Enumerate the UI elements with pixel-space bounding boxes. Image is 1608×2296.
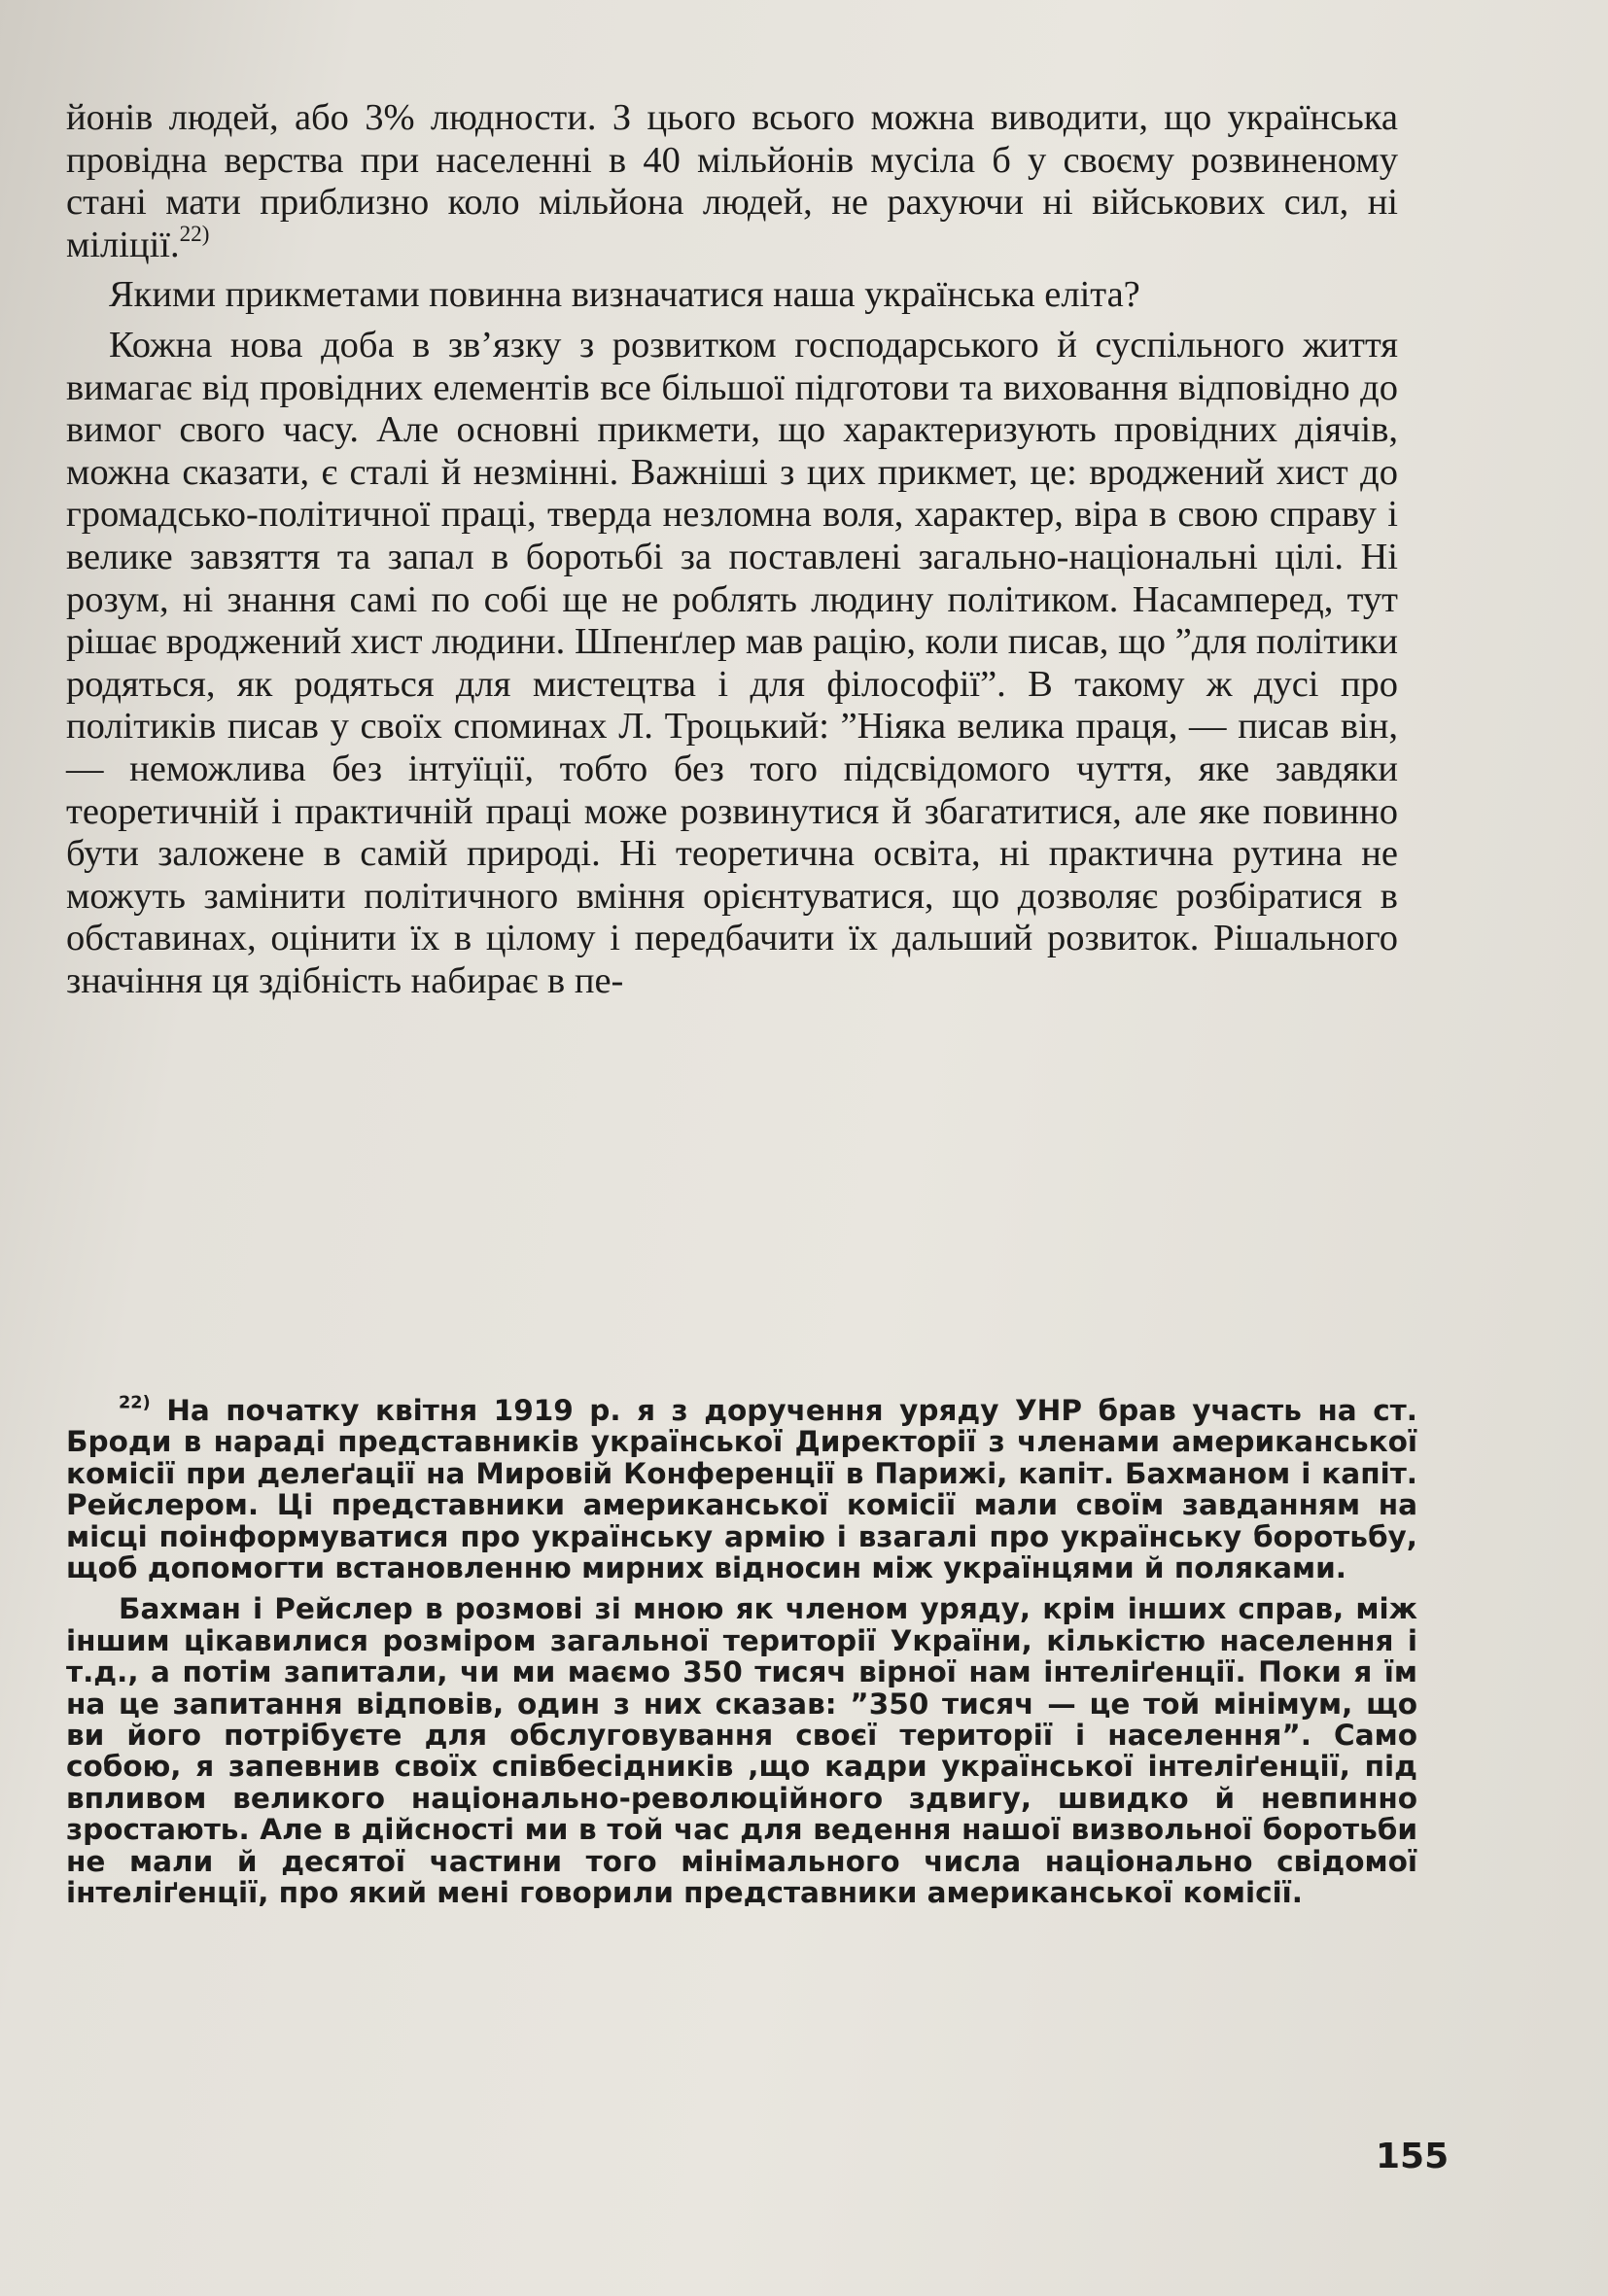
footnotes — [66, 1395, 1417, 1919]
paragraph-2: Якими прикметами повинна визначатися наша українська еліта? — [109, 274, 1140, 316]
footnote-1 — [66, 1395, 1417, 1583]
paragraph-1-text: йонів людей, або 3% людности. З цього всього можна виводити, що українська провідна верства при населенні в 40 мільйонів мусіла б у своєму розвиненому стані мати приблизно коло мільйона людей, не рахуючи ні військових сил, ні міліції. — [66, 97, 1398, 265]
footnote-1-marker: 22) — [119, 1393, 151, 1413]
footnote-1-text: На початку квітня 1919 р. я з доручення уряду УНР брав участь на ст. Броди в нараді представників української Директорії з членами американської комісії при делеґації на Мировій Конференції в Парижі, капіт. Бахманом і капіт. Рейслером. Ці представники американської комісії мали своїм завданням на місці поінформуватися про українську армію і взагалі про українську боротьбу, щоб допомогти встановленню мирних відносин між українцями й поляками. — [66, 1394, 1417, 1585]
main-text — [66, 97, 1398, 1010]
paragraph-1 — [66, 97, 1398, 266]
paragraph-3: Кожна нова доба в зв’язку з розвитком господарського й суспільного життя вимагає від провідних елементів все більшої підготови та виховання відповідно до вимог свого часу. Але основні прикмети, що характеризують провідних діячів, можна сказати, є сталі й незмінні. Важніші з цих прикмет, це: вроджений хист до громадсько-політичної праці, тверда незломна воля, характер, віра в свою справу і велике завзяття та запал в боротьбі за поставлені загально-національні цілі. Ні розум, ні знання самі по собі ще не роблять людину політиком. Насамперед, тут рішає вроджений хист людини. Шпенґлер мав рацію, коли писав, що ”для політики родяться, як родяться для мистецтва і для філософії”. В такому ж дусі про політиків писав у своїх споминах Л. Троцький: ”Ніяка велика праця, — писав він, — неможлива без інтуїції, тобто без того підсвідомого чуття, яке завдяки теоретичній і практичній праці може розвинутися й збагатитися, але яке повинно бути заложене в самій природі. Ні теоретична освіта, ні практична рутина не можуть замінити політичного вміння орієнтуватися, що дозволяє розбіратися в обставинах, оцінити їх в цілому і передбачити їх дальший розвиток. Рішального значіння ця здібність набирає в пе- — [66, 324, 1398, 1001]
page-number: 155 — [1376, 2137, 1450, 2176]
footnote-reference: 22) — [179, 220, 210, 246]
footnote-2: Бахман і Рейслер в розмові зі мною як членом уряду, крім інших справ, між іншим цікавилися розміром загальної території України, кількістю населення і т.д., а потім запитали, чи ми маємо 350 тисяч вірної нам інтеліґенції. Поки я їм на це запитання відповів, один з них сказав: ”350 тисяч — це той мінімум, що ви його потрібуєте для обслуговування своєї території і населення”. Само собою, я запевнив своїх співбесідників ,що кадри української інтеліґенції, під впливом великого національно-революційного здвигу, швидко й невпинно зростають. Але в дійсності ми в той час для ведення нашої визвольної боротьби не мали й десятої частини того мінімального числа національно свідомої інтеліґенції, про який мені говорили представники американської комісії. — [66, 1592, 1417, 1910]
